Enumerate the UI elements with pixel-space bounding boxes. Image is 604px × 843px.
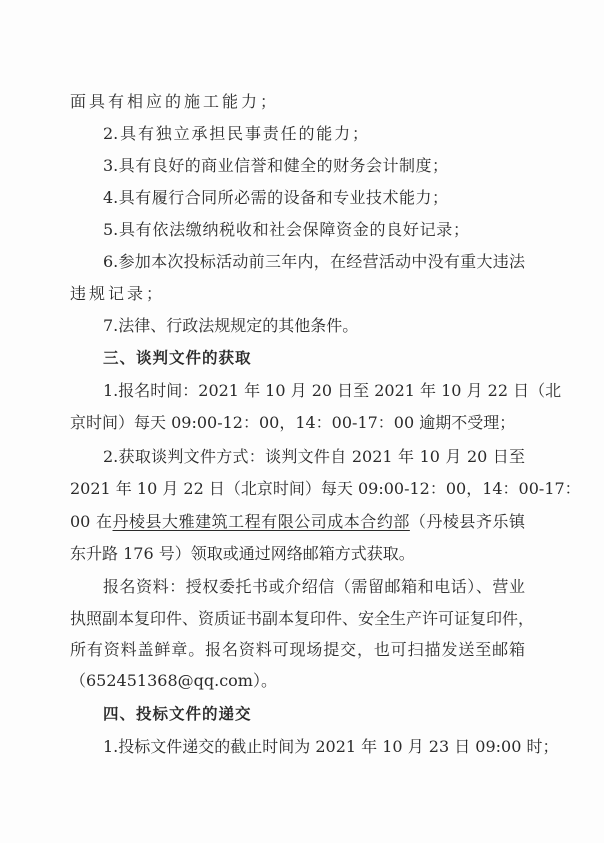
text: （丹棱县齐乐镇	[409, 512, 525, 531]
text-line	[70, 283, 525, 305]
text-line: 2.获取谈判文件方式：谈判文件自 2021 年 10 月 20 日至	[103, 447, 525, 466]
text-line: 3.具有良好的商业信誉和健全的财务会计制度；	[103, 156, 448, 175]
text-line: （652451368@qq.com）。	[70, 671, 277, 690]
text: 面具有相应的施工能力；	[70, 92, 280, 111]
text-line: 1.投标文件递交的截止时间为 2021 年 10 月 23 日 09:00 时；	[103, 737, 559, 756]
text-line: 东升路 176 号）领取或通过网络邮箱方式获取。	[70, 544, 415, 563]
underlined-company-name: 丹棱县大雅建筑工程有限公司成本合约部	[112, 512, 410, 531]
text-line: 京时间）每天 09:00-12：00，14：00-17：00 逾期不受理；	[70, 413, 516, 432]
text-line: 4.具有履行合同所必需的设备和专业技术能力；	[103, 188, 448, 207]
text-line: 1.报名时间：2021 年 10 月 20 日至 2021 年 10 月 22 日（北	[103, 381, 562, 400]
text: 00 在	[70, 512, 113, 531]
text-line: 5.具有依法缴纳税收和社会保障资金的良好记录；	[103, 220, 469, 239]
section-heading: 三、谈判文件的获取	[103, 349, 252, 367]
text-line: 2021 年 10 月 22 日（北京时间）每天 09:00-12：00，14：00-17：	[70, 479, 581, 498]
text-line: 7.法律、行政法规规定的其他条件。	[103, 316, 359, 335]
text-line: 所有资料盖鲜章。报名资料可现场提交，也可扫描发送至邮箱	[70, 640, 525, 659]
text-line: 2.具有独立承担民事责任的能力；	[103, 124, 368, 143]
text-line: 报名资料：授权委托书或介绍信（需留邮箱和电话）、营业	[103, 577, 525, 596]
text: 违规记录；	[70, 284, 166, 303]
text-line: 执照副本复印件、资质证书副本复印件、安全生产许可证复印件，	[70, 609, 535, 628]
text-line	[70, 511, 525, 533]
text-line	[70, 91, 525, 113]
text-line: 6.参加本次投标活动前三年内，在经营活动中没有重大违法	[103, 252, 525, 271]
section-heading: 四、投标文件的递交	[103, 705, 252, 723]
